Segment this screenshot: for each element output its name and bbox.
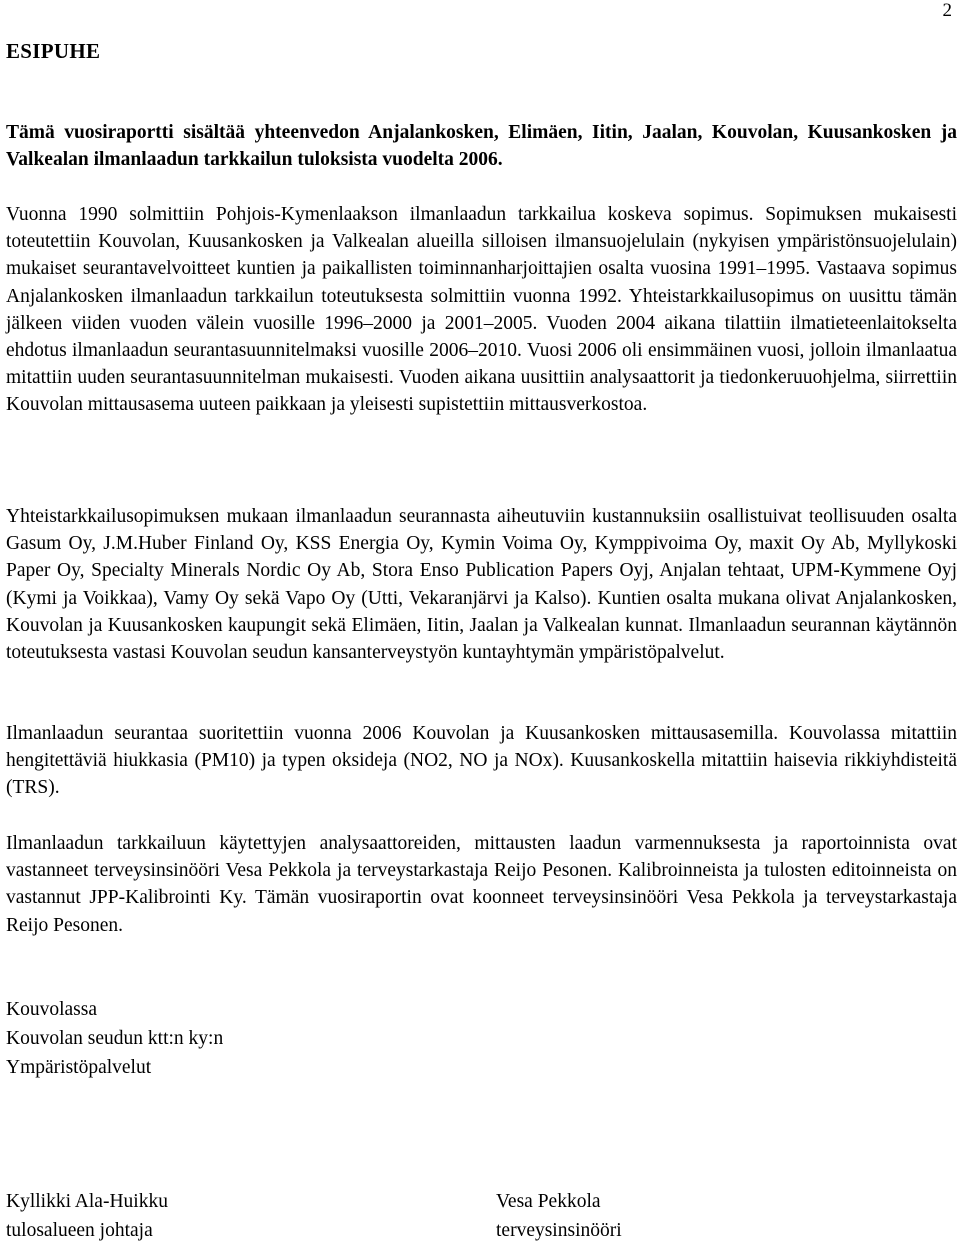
place-line-city: Kouvolassa (6, 999, 97, 1020)
page-number: 2 (942, 0, 952, 21)
signature-right (496, 1187, 622, 1245)
place-line-department: Ympäristöpalvelut (6, 1057, 152, 1078)
signature-left-title: tulosalueen johtaja (6, 1220, 153, 1241)
page-heading: ESIPUHE (6, 39, 101, 63)
funding-paragraph: Yhteistarkkailusopimuksen mukaan ilmanlaadun seurannasta aiheutuviin kustannuksiin osallistuivat teollisuuden osalta Gasum Oy, J.M.Huber Finland Oy, KSS Energia Oy, Kymin Voima Oy, Kymppivoima Oy, maxit Oy Ab, Myllykoski Paper Oy, Specialty Minerals Nordic Oy Ab, Stora Enso Publication Papers Oyj, Anjalan tehtaat, UPM-Kymmene Oyj (Kymi ja Voikkaa), Vamy Oy sekä Vapo Oy (Utti, Vekaranjärvi ja Kalso). Kuntien osalta mukana olivat Anjalankosken, Kouvolan ja Kuusankosken kaupungit sekä Elimäen, Iitin, Jaalan ja Valkealan kunnat. Ilmanlaadun seurannan käytännön toteutuksesta vastasi Kouvolan seudun kansanterveystyön kuntayhtymän ympäristöpalvelut. (6, 506, 957, 664)
responsible-paragraph: Ilmanlaadun tarkkailuun käytettyjen analysaattoreiden, mittausten laadun varmennuksesta ja raportoinnista ovat vastanneet terveysinsinööri Vesa Pekkola ja terveystarkastaja Reijo Pesonen. Kalibroinneista ja tulosten editoinneista on vastannut JPP-Kalibrointi Ky. Tämän vuosiraportin ovat koonneet terveysinsinööri Vesa Pekkola ja terveystarkastaja Reijo Pesonen. (6, 833, 957, 936)
place-line-organization: Kouvolan seudun ktt:n ky:n (6, 1028, 224, 1049)
intro-paragraph: Tämä vuosiraportti sisältää yhteenvedon Anjalankosken, Elimäen, Iitin, Jaalan, Kouvolan, Kuusankosken ja Valkealan ilmanlaadun tarkkailun tuloksista vuodelta 2006. (6, 122, 957, 171)
signature-right-name: Vesa Pekkola (496, 1191, 601, 1212)
signature-left-name: Kyllikki Ala-Huikku (6, 1191, 168, 1212)
monitoring-paragraph: Ilmanlaadun seurantaa suoritettiin vuonna 2006 Kouvolan ja Kuusankosken mittausasemilla. Kouvolassa mitattiin hengitettäviä hiukkasia (PM10) ja typen oksideja (NO2, NO ja NOx). Kuusankoskella mitattiin haisevia rikkiyhdisteitä (TRS). (6, 723, 957, 799)
place-block (6, 995, 223, 1082)
history-paragraph: Vuonna 1990 solmittiin Pohjois-Kymenlaakson ilmanlaadun tarkkailua koskeva sopimus. Sopimuksen mukaisesti toteutettiin Kouvolan, Kuusankosken ja Valkealan alueilla silloisen ilmansuojelulain (nykyisen ympäristönsuojelulain) mukaiset seurantavelvoitteet kuntien ja paikallisten toiminnanharjoittajien osalta vuosina 1991–1995. Vastaava sopimus Anjalankosken ilmanlaadun tarkkailun toteutuksesta solmittiin vuonna 1992. Yhteistarkkailusopimus on uusittu tämän jälkeen viiden vuoden välein vuosille 1996–2000 ja 2001–2005. Vuoden 2004 aikana tilattiin ilmatieteenlaitokselta ehdotus ilmanlaadun seurantasuunnitelmaksi vuosille 2006–2010. Vuosi 2006 oli ensimmäinen vuosi, jolloin ilmanlaatua mitattiin uuden seurantasuunnitelman mukaisesti. Vuoden aikana uusittiin analysaattorit ja tiedonkeruuohjelma, siirrettiin Kouvolan mittausasema uuteen paikkaan ja yleisesti supistettiin mittausverkostoa. (6, 204, 957, 416)
signature-left (6, 1187, 168, 1245)
signature-right-title: terveysinsinööri (496, 1220, 622, 1241)
